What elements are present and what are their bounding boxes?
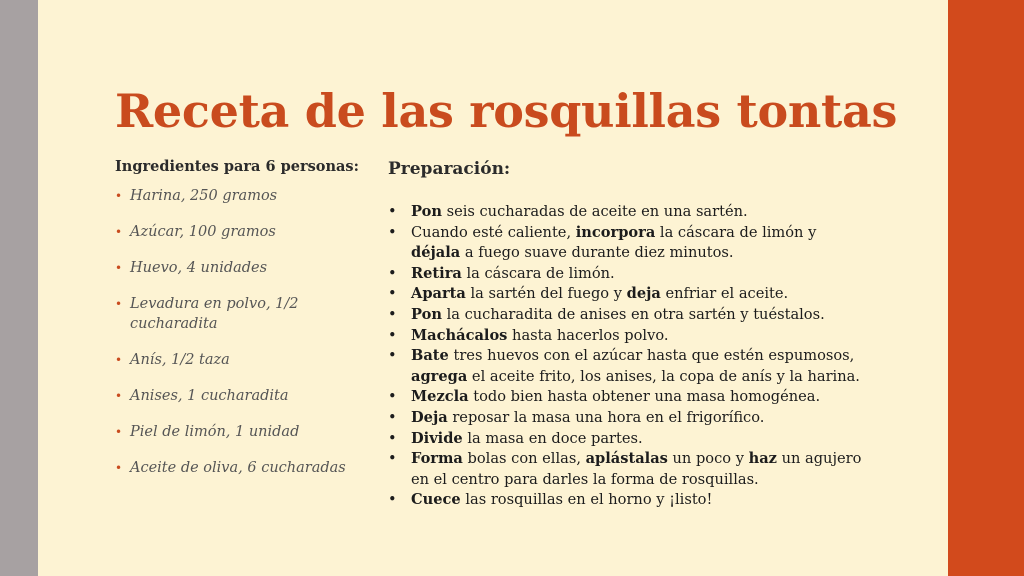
preparation-steps-list <box>388 202 863 511</box>
preparation-step <box>388 305 863 326</box>
step-action-verb: Bate <box>411 347 449 365</box>
left-accent-bar <box>0 0 38 576</box>
step-text: reposar la masa una hora en el frigorífico. <box>447 408 765 426</box>
step-text: un poco y <box>667 450 749 468</box>
step-text: un agujero en el centro para darles la forma de rosquillas. <box>411 450 862 488</box>
ingredients-list <box>115 186 365 478</box>
preparation-step <box>388 326 863 347</box>
step-action-verb: aplástalas <box>585 450 668 468</box>
preparation-step <box>388 408 863 429</box>
ingredient-item: • Piel de limón, 1 unidad <box>115 422 365 442</box>
step-action-verb: Mezcla <box>411 388 469 406</box>
step-text: tres huevos con el azúcar hasta que estén espumosos, <box>448 347 855 365</box>
ingredients-heading: Ingredientes para 6 personas: <box>115 158 359 175</box>
step-action-verb: incorpora <box>575 223 656 241</box>
step-text: seis cucharadas de aceite en una sartén. <box>441 203 748 220</box>
step-action-verb: deja <box>626 285 661 303</box>
ingredient-item: • Harina, 250 gramos <box>115 186 365 206</box>
step-action-verb: Divide <box>411 429 463 447</box>
preparation-step <box>388 346 863 387</box>
step-action-verb: déjala <box>411 244 461 262</box>
preparation-step <box>388 449 863 490</box>
step-text: la cáscara de limón y <box>655 223 817 241</box>
step-text: a fuego suave durante diez minutos. <box>460 244 734 262</box>
slide-title: Receta de las rosquillas tontas <box>115 84 898 138</box>
ingredient-item: • Huevo, 4 unidades <box>115 258 365 278</box>
step-text: hasta hacerlos polvo. <box>507 326 669 344</box>
ingredient-item: • Anís, 1/2 taza <box>115 350 365 370</box>
right-accent-bar <box>948 0 1024 576</box>
preparation-step <box>388 490 863 511</box>
step-text: la sartén del fuego y <box>465 285 627 303</box>
preparation-section <box>388 158 863 511</box>
step-text: Cuando esté caliente, <box>411 223 576 241</box>
preparation-step <box>388 387 863 408</box>
step-action-verb: Aparta <box>411 285 466 303</box>
preparation-step <box>388 202 863 223</box>
step-text: el aceite frito, los anises, la copa de anís y la harina. <box>467 367 860 385</box>
step-action-verb: haz <box>748 450 777 468</box>
ingredient-item: • Levadura en polvo, 1/2 cucharadita <box>115 294 365 334</box>
ingredient-item: • Anises, 1 cucharadita <box>115 386 365 406</box>
preparation-step <box>388 223 863 264</box>
preparation-step <box>388 429 863 450</box>
step-action-verb: Cuece <box>411 491 461 509</box>
step-text: las rosquillas en el horno y ¡listo! <box>460 491 713 509</box>
step-text: la cáscara de limón. <box>461 264 615 282</box>
preparation-step <box>388 264 863 285</box>
step-action-verb: Forma <box>411 450 463 468</box>
step-text: enfriar el aceite. <box>660 285 789 303</box>
ingredient-item: • Aceite de oliva, 6 cucharadas <box>115 458 365 478</box>
preparation-heading: Preparación: <box>388 159 511 179</box>
step-action-verb: Retira <box>411 264 462 282</box>
step-action-verb: Machácalos <box>411 326 508 344</box>
step-action-verb: Deja <box>411 408 448 426</box>
step-text: bolas con ellas, <box>462 450 586 468</box>
step-text: la cucharadita de anises en otra sartén y tuéstalos. <box>441 305 825 323</box>
step-text: la masa en doce partes. <box>462 429 643 447</box>
step-action-verb: Pon <box>411 203 442 220</box>
ingredient-item: • Azúcar, 100 gramos <box>115 222 365 242</box>
ingredients-section <box>115 158 365 494</box>
step-action-verb: agrega <box>411 367 468 385</box>
step-text: todo bien hasta obtener una masa homogénea. <box>468 388 821 406</box>
preparation-step <box>388 284 863 305</box>
step-action-verb: Pon <box>411 305 442 323</box>
